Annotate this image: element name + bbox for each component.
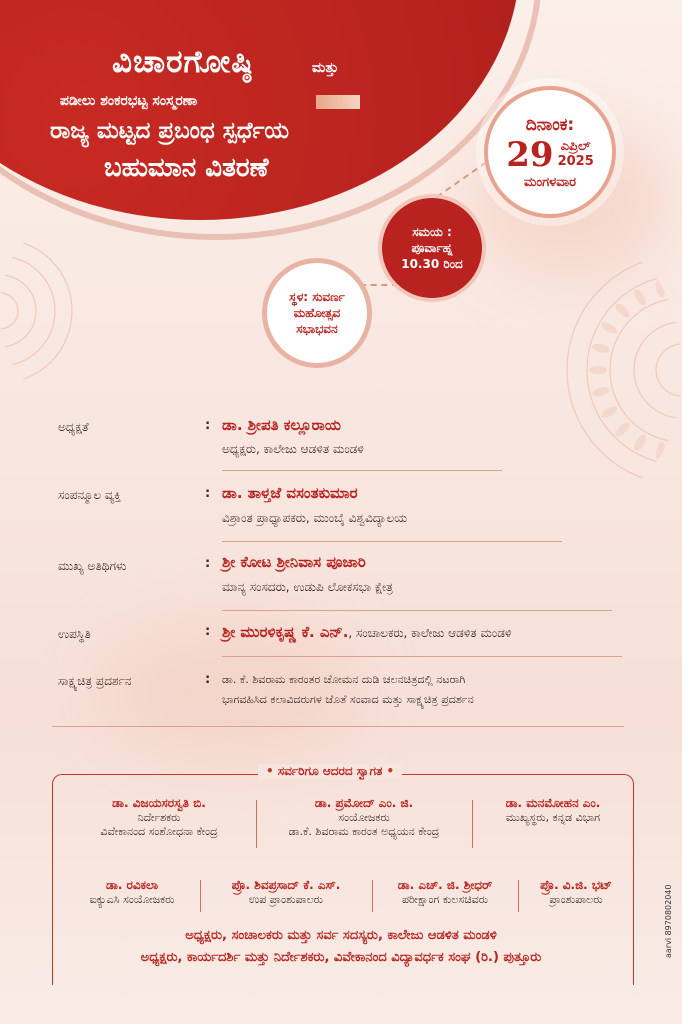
- time-badge: [378, 194, 486, 302]
- divider: [222, 610, 612, 611]
- divider: [222, 541, 562, 542]
- designer-credit: [650, 870, 680, 960]
- mandala-left: [0, 236, 80, 386]
- detail-documentary-line2: ಭಾಗವಹಿಸಿದ ಕಲಾವಿದರುಗಳ ಜೊತೆ ಸಂವಾದ ಮತ್ತು ಸಾಕ್ಷ್ಯಚಿತ್ರ ಪ್ರದರ್ಶನ: [222, 693, 474, 706]
- detail-role-chief-guest: ಮಾನ್ಯ ಸಂಸದರು, ಉಡುಪಿ ಲೋಕಸಭಾ ಕ್ಷೇತ್ರ: [222, 580, 393, 594]
- host-name: ಡಾ. ಪ್ರಮೋದ್ ಎಂ. ಜಿ.: [314, 796, 414, 810]
- title-memorial: ಪಡೀಲು ಶಂಕರಭಟ್ಟ ಸಂಸ್ಮರಣಾ: [60, 93, 198, 109]
- footer-line2: ಅಧ್ಯಕ್ಷರು, ಕಾರ್ಯದರ್ಶಿ ಮತ್ತು ನಿರ್ದೇಶಕರು, ವಿವೇಕಾನಂದ ವಿದ್ಯಾವರ್ಧಕ ಸಂಘ (ರಿ.) ಪುತ್ತೂರು: [140, 950, 542, 965]
- detail-label-chief-guest: ಮುಖ್ಯ ಅತಿಥಿಗಳು: [58, 559, 127, 573]
- host-name: ಡಾ. ಮನಮೋಹನ ಎಂ.: [505, 796, 601, 810]
- mandala-petal: [678, 277, 682, 295]
- host-role: ಸಂಯೋಜಕರು: [338, 811, 390, 824]
- host-card: [474, 796, 632, 825]
- detail-role-presidency: ಅಧ್ಯಕ್ಷರು, ಕಾಲೇಜು ಆಡಳಿತ ಮಂಡಳಿ: [222, 442, 364, 456]
- time-value: 10.30 ರಿಂದ: [401, 257, 463, 272]
- mandala-right: [540, 250, 682, 490]
- host-name: ಪ್ರೊ. ವಿ.ಜಿ. ಭಟ್: [540, 878, 612, 892]
- dot-icon: •: [266, 764, 278, 778]
- detail-label-documentary: ಸಾಕ್ಷ್ಯಚಿತ್ರ ಪ್ರದರ್ಶನ: [58, 674, 132, 688]
- colon: :: [205, 556, 211, 571]
- time-label: ಸಮಯ :: [412, 224, 452, 239]
- title-and: ಮತ್ತು: [312, 60, 339, 76]
- host-name: ಡಾ. ವಿಜಯಸರಸ್ವತಿ ಬಿ.: [112, 796, 206, 810]
- host-role2: ಡಾ.ಕೆ. ಶಿವರಾಮ ಕಾರಂತ ಅಧ್ಯಯನ ಕೇಂದ್ರ: [288, 825, 440, 838]
- detail-label-presidency: ಅಧ್ಯಕ್ಷತೆ: [58, 420, 89, 434]
- colon: :: [205, 418, 211, 433]
- title-competition: ರಾಜ್ಯ ಮಟ್ಟದ ಪ್ರಬಂಧ ಸ್ಪರ್ಧೆಯ: [50, 118, 290, 144]
- venue-line3: ಸಭಾಭವನ: [296, 322, 338, 337]
- background-wash: [100, 620, 360, 760]
- host-name: ಡಾ. ರವಿಕಲಾ: [105, 878, 159, 892]
- header-banner: [0, 0, 520, 220]
- welcome-title: [258, 764, 402, 779]
- date-badge: [484, 86, 616, 218]
- divider: [52, 726, 624, 727]
- footer-line1: ಅಧ್ಯಕ್ಷರು, ಸಂಚಾಲಕರು ಮತ್ತು ಸರ್ವ ಸದಸ್ಯರು, ಕಾಲೇಜು ಆಡಳಿತ ಮಂಡಳಿ: [185, 928, 497, 943]
- host-card: [202, 878, 370, 907]
- mandala-petal: [613, 301, 631, 319]
- detail-label-presence: ಉಪಸ್ಥಿತಿ: [58, 627, 91, 641]
- mandala-petal: [589, 366, 607, 374]
- divider: [222, 470, 502, 471]
- title-seminar: ವಿಚಾರಗೋಷ್ಠಿ: [112, 44, 254, 80]
- column-separator: [518, 880, 519, 912]
- decorative-bar: [316, 95, 360, 109]
- host-card: [520, 878, 632, 907]
- colon: :: [205, 486, 211, 501]
- mandala-petal: [591, 386, 610, 398]
- detail-name-presence: ಶ್ರೀ ಮುರಳಿಕೃಷ್ಣ ಕೆ. ಎನ್.: [222, 623, 349, 641]
- host-role: ಪರೀಕ್ಷಾಂಗ ಕುಲಸಚಿವರು: [401, 893, 489, 906]
- detail-role-resource-person: ವಿಶ್ರಾಂತ ಪ್ರಾಧ್ಯಾಪಕರು, ಮುಂಬೈ ವಿಶ್ವವಿದ್ಯಾಲಯ: [222, 511, 408, 525]
- mandala-petal: [599, 320, 619, 336]
- colon: :: [205, 624, 211, 639]
- column-separator: [200, 880, 201, 912]
- designer-credit-text: aarvi 8970802040: [664, 884, 673, 958]
- venue-line2: ಮಹೋತ್ಸವ: [293, 305, 341, 320]
- host-role: ಐಕ್ಯುಎಸಿ ಸಂಯೋಜಕರು: [89, 893, 175, 906]
- detail-documentary-line1: ಡಾ. ಕೆ. ಶಿವರಾಮ ಕಾರಂತರ ಚೋಮನ ದುಡಿ ಚಲನಚಿತ್ರದಲ್ಲಿ ನಟರಾಗಿ: [222, 673, 466, 686]
- column-separator: [372, 880, 373, 912]
- host-role: ಉಪ ಪ್ರಾಂಶುಪಾಲರು: [249, 893, 323, 906]
- detail-label-resource-person: ಸಂಪನ್ಮೂಲ ವ್ಯಕ್ತಿ: [58, 488, 121, 502]
- dot-icon: •: [382, 764, 395, 778]
- detail-role-presence: , ಸಂಚಾಲಕರು, ಕಾಲೇಜು ಆಡಳಿತ ಮಂಡಳಿ: [348, 626, 512, 640]
- date-year: 2025: [557, 153, 594, 169]
- date-weekday: ಮಂಗಳವಾರ: [523, 174, 577, 190]
- divider: [222, 656, 622, 657]
- mandala-petal: [678, 445, 682, 463]
- host-card: [256, 796, 472, 839]
- mandala-petal: [613, 420, 631, 438]
- detail-name-chief-guest: ಶ್ರೀ ಕೋಟ ಶ್ರೀನಿವಾಸ ಪೂಜಾರಿ: [222, 553, 366, 571]
- title-prize-distribution: ಬಹುಮಾನ ವಿತರಣೆ: [104, 153, 269, 183]
- column-separator: [472, 800, 473, 848]
- time-period: ಪೂರ್ವಾಹ್ನ: [411, 240, 453, 255]
- welcome-title-text: ಸರ್ವರಿಗೂ ಆದರದ ಸ್ವಾಗತ: [277, 764, 383, 778]
- colon: :: [205, 672, 211, 687]
- host-role: ಪ್ರಾಂಶುಪಾಲರು: [549, 893, 603, 906]
- date-month: ಎಪ್ರಿಲ್: [560, 139, 591, 155]
- host-name: ಪ್ರೊ. ಶಿವಪ್ರಸಾದ್ ಕೆ. ಎಸ್.: [231, 878, 341, 892]
- detail-presence-row: [222, 622, 511, 641]
- host-role: ಮುಖ್ಯಸ್ಥರು, ಕನ್ನಡ ವಿಭಾಗ: [505, 811, 601, 824]
- host-role2: ವಿವೇಕಾನಂದ ಸಂಶೋಧನಾ ಕೇಂದ್ರ: [100, 825, 218, 838]
- host-name: ಡಾ. ಎಚ್. ಜಿ. ಶ್ರೀಧರ್: [397, 878, 493, 892]
- detail-name-presidency: ಡಾ. ಶ್ರೀಪತಿ ಕಲ್ಲೂರಾಯ: [222, 416, 341, 434]
- mandala-petal: [591, 342, 610, 354]
- mandala-petal: [632, 433, 648, 453]
- mandala-petal: [632, 287, 648, 307]
- date-day: 29: [506, 134, 554, 175]
- venue-label: ಸ್ಥಳ: ಸುವರ್ಣ: [289, 289, 345, 304]
- host-role: ನಿರ್ದೇಶಕರು: [137, 811, 181, 824]
- venue-badge: [262, 258, 372, 368]
- host-card: [64, 796, 254, 839]
- mandala-petal: [654, 441, 666, 460]
- host-card: [374, 878, 516, 907]
- date-label: ದಿನಾಂಕ:: [525, 114, 575, 135]
- detail-name-resource-person: ಡಾ. ತಾಳ್ತಜೆ ವಸಂತಕುಮಾರ: [222, 484, 358, 502]
- mandala-petal: [599, 404, 619, 420]
- host-card: [64, 878, 200, 907]
- mandala-petal: [654, 279, 666, 298]
